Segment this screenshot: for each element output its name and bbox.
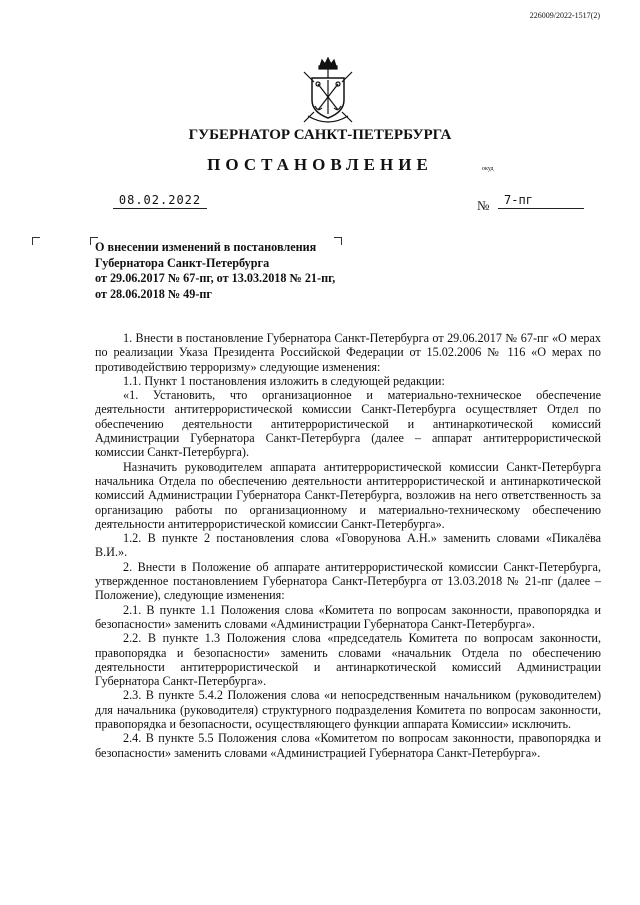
margin-corner-mark [32,237,40,245]
body-paragraph: Назначить руководителем аппарата антитеррористической комиссии Санкт-Петербурга начальника Отдела по обеспечению деятельности антитеррористической и антинаркотической комиссий Администрации Губернатора Санкт-Петербурга, возложив на него ответственность за организацию работы по организационному и материально-техническому обеспечению деятельности антитеррористической комиссии Санкт-Петербурга». [95,459,601,531]
body-paragraph: 2.2. В пункте 1.3 Положения слова «председатель Комитета по вопросам законности, правопорядка и безопасности» заменить словами «начальник Отдела по обеспечению деятельности антитеррористической и антинаркотической комиссий Администрации Губернатора Санкт-Петербурга». [95,631,601,689]
subject-line: от 28.06.2018 № 49-пг [95,286,212,301]
document-registration-number: 226009/2022-1517(2) [529,11,600,20]
document-number: 7-пг [498,193,584,209]
subject-line: О внесении изменений в постановления [95,240,317,254]
saint-petersburg-coat-of-arms-icon [298,56,358,128]
body-paragraph: 2.4. В пункте 5.5 Положения слова «Комитетом по вопросам законности, правопорядка и безопасности» заменить словами «Администрацией Губернатора Санкт-Петербурга». [95,731,601,760]
body-paragraph: 2. Внести в Положение об аппарате антитеррористической комиссии Санкт-Петербурга, утвержденное постановлением Губернатора Санкт-Петербурга от 13.03.2018 № 21-пг (далее – Положение), следующие изменения: [95,559,601,603]
document-date: 08.02.2022 [113,193,207,209]
body-paragraph: «1. Установить, что организационное и материально-техническое обеспечение деятельности антитеррористической комиссии Санкт-Петербурга осуществляет Отдел по обеспечению деятельности антитеррористической и антинаркотической комиссий Администрации Губернатора Санкт-Петербурга (далее – аппарат антитеррористической комиссии Санкт-Петербурга). [95,388,601,460]
document-type: ПОСТАНОВЛЕНИЕ [207,155,433,174]
issuing-authority: ГУБЕРНАТОР САНКТ-ПЕТЕРБУРГА [188,127,452,143]
body-paragraph: 1. Внести в постановление Губернатора Санкт-Петербурга от 29.06.2017 № 67-пг «О мерах по реализации Указа Президента Российской Федерации от 15.02.2006 № 116 «О мерах по противодействию терроризму» следующие изменения: [95,331,601,374]
okud-label: окуд [482,166,494,172]
number-label: № [477,198,490,213]
document-body [95,331,601,760]
subject-line: от 29.06.2017 № 67-пг, от 13.03.2018 № 21-пг, [95,271,336,285]
body-paragraph: 1.1. Пункт 1 постановления изложить в следующей редакции: [123,373,445,388]
body-paragraph: 2.1. В пункте 1.1 Положения слова «Комитета по вопросам законности, правопорядка и безопасности» заменить словами «Администрации Губернатора Санкт-Петербурга». [95,602,601,631]
body-paragraph: 1.2. В пункте 2 постановления слова «Говорунова А.Н.» заменить словами «Пикалёва В.И.». [95,531,601,560]
body-paragraph: 2.3. В пункте 5.4.2 Положения слова «и непосредственным начальником (руководителем) для начальника (руководителя) структурного подразделения Комитета по вопросам законности, правопорядка и безопасности, осуществляющего функции аппарата Комиссии» исключить. [95,688,601,732]
subject-line: Губернатора Санкт-Петербурга [95,255,270,270]
document-subject [95,240,415,302]
